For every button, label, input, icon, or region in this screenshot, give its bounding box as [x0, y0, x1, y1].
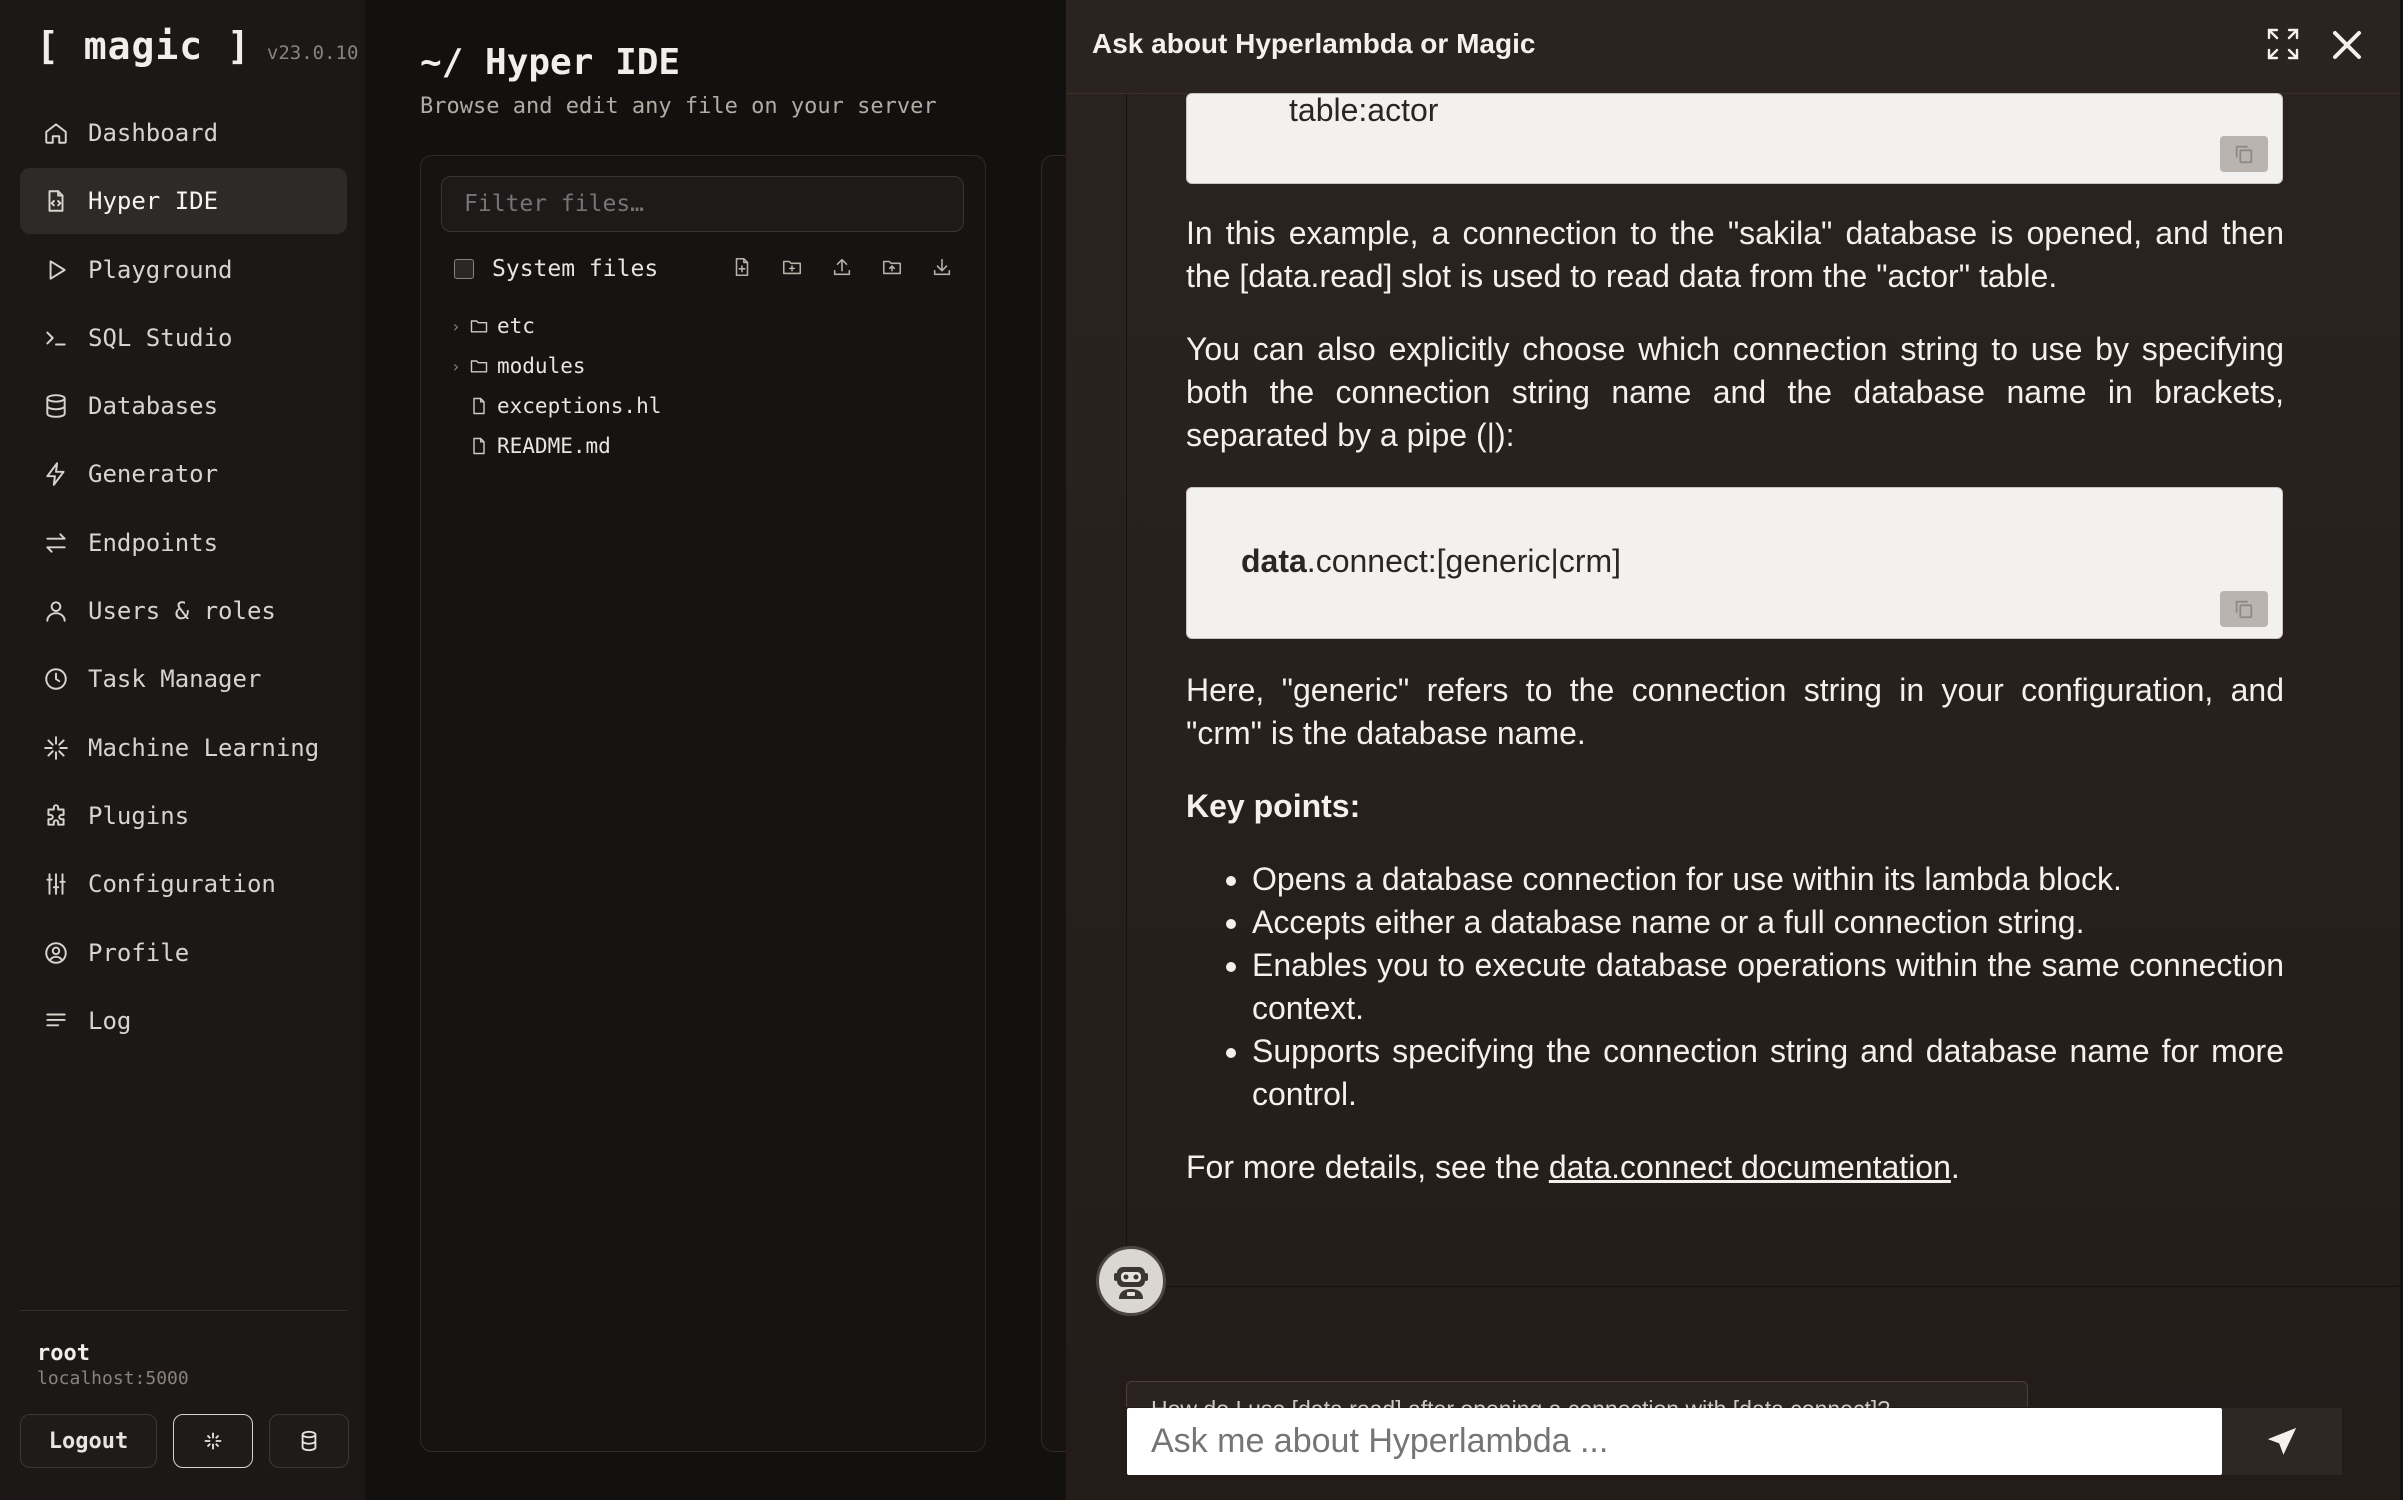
sidebar-item-label: Endpoints [88, 528, 219, 557]
filter-files-input[interactable] [441, 176, 964, 232]
expand-button[interactable] [2265, 26, 2301, 62]
close-icon [2328, 26, 2366, 64]
new-folder-icon [781, 256, 803, 278]
list-item: • Supports specifying the connection string and database name for more control. [1252, 1030, 2284, 1116]
new-folder-button[interactable] [781, 256, 803, 282]
new-file-icon [731, 256, 753, 278]
tree-item-label: README.md [497, 434, 611, 458]
sliders-icon [42, 870, 70, 898]
sidebar-item-task-manager[interactable] [20, 646, 347, 712]
suggestion-chip[interactable] [1126, 1381, 2028, 1407]
robot-icon [1105, 1255, 1157, 1307]
system-files-checkbox[interactable] [454, 259, 474, 279]
new-file-button[interactable] [731, 256, 753, 282]
folder-upload-icon [881, 256, 903, 278]
lines-icon [42, 1007, 70, 1035]
sidebar-item-label: Users & roles [88, 597, 276, 626]
clock-icon [42, 665, 70, 693]
sidebar-item-users-roles[interactable] [20, 578, 347, 644]
tree-item-label: exceptions.hl [497, 394, 662, 418]
sidebar-item-label: Databases [88, 392, 219, 421]
ask-input[interactable] [1127, 1408, 2222, 1475]
code-block [1186, 487, 2283, 639]
sidebar-item-label: Playground [88, 255, 233, 284]
home-icon [42, 119, 70, 147]
sidebar-item-configuration[interactable] [20, 851, 347, 917]
sidebar-item-hyper-ide[interactable] [20, 168, 347, 234]
brand-logo[interactable]: [ magic ] [36, 24, 251, 68]
file-icon [469, 396, 497, 416]
sidebar-item-generator[interactable] [20, 441, 347, 507]
sidebar-item-label: Generator [88, 460, 219, 489]
paragraph: You can also explicitly choose which connection string to use by specifying both the connection string name and the database name in brackets, separated by a pipe (|): [1186, 331, 2284, 453]
sidebar-actions [20, 1414, 349, 1468]
tree-folder-etc[interactable] [451, 306, 661, 346]
bolt-icon [42, 460, 70, 488]
upload-icon [831, 256, 853, 278]
play-icon [42, 256, 70, 284]
sidebar-item-plugins[interactable] [20, 783, 347, 849]
copy-button[interactable] [2220, 136, 2268, 172]
tree-item-label: etc [497, 314, 535, 338]
database-icon [298, 1430, 320, 1452]
sidebar-item-label: Machine Learning [88, 733, 320, 762]
bot-avatar [1096, 1246, 1166, 1316]
folder-icon [469, 316, 497, 336]
file-explorer [420, 155, 986, 1452]
upload-button[interactable] [831, 256, 853, 282]
tree-file-exceptions[interactable] [451, 386, 661, 426]
main-content [365, 0, 1065, 1500]
key-points-heading: Key points: [1186, 788, 1361, 824]
documentation-link[interactable]: data.connect documentation [1548, 1149, 1951, 1185]
sidebar-item-label: Profile [88, 938, 190, 967]
key-points-list [1186, 858, 2284, 1116]
theme-button[interactable] [173, 1414, 253, 1468]
system-files-toggle[interactable] [454, 256, 658, 282]
list-item: • Accepts either a database name or a full connection string. [1252, 901, 2284, 944]
database-button[interactable] [269, 1414, 349, 1468]
folder-icon [469, 356, 497, 376]
sidebar-item-playground[interactable] [20, 237, 347, 303]
copy-button[interactable] [2220, 591, 2268, 627]
more-prefix: For more details, see the [1186, 1149, 1549, 1185]
sidebar-item-label: Task Manager [88, 665, 262, 694]
page-title: ~/ Hyper IDE [420, 42, 681, 83]
terminal-icon [42, 324, 70, 352]
copy-icon [2233, 598, 2255, 620]
list-item: • Enables you to execute database operations within the same connection context. [1252, 944, 2284, 1030]
file-icon [469, 436, 497, 456]
copy-icon [2233, 143, 2255, 165]
sidebar-item-dashboard[interactable] [20, 100, 347, 166]
upload-folder-button[interactable] [881, 256, 903, 282]
user-name: root [37, 1341, 90, 1366]
sidebar-item-log[interactable] [20, 988, 347, 1054]
chevron-right-icon[interactable]: › [451, 316, 461, 336]
code-keyword: data [1241, 543, 1307, 579]
sidebar-item-label: Log [88, 1006, 132, 1035]
more-details [1186, 1146, 2284, 1189]
expand-icon [2265, 26, 2301, 62]
version-label: v23.0.10 [266, 42, 359, 64]
conversation [1126, 94, 2403, 1287]
tree-folder-modules[interactable] [451, 346, 661, 386]
sidebar-item-label: Plugins [88, 801, 190, 830]
sidebar-item-sql-studio[interactable] [20, 305, 347, 371]
tree-file-readme[interactable] [451, 426, 661, 466]
send-button[interactable] [2222, 1408, 2342, 1475]
sidebar-item-label: Dashboard [88, 119, 219, 147]
brand [36, 24, 358, 68]
list-item: • Opens a database connection for use within its lambda block. [1252, 858, 2284, 901]
download-icon [931, 256, 953, 278]
sidebar-item-label: SQL Studio [88, 323, 233, 352]
close-button[interactable] [2328, 26, 2366, 64]
send-icon [2265, 1425, 2299, 1459]
sparkle-icon [42, 734, 70, 762]
file-toolbar [731, 256, 953, 282]
file-tree [451, 306, 661, 466]
file-code-icon [42, 187, 70, 215]
sidebar-nav [20, 100, 347, 1056]
database-icon [42, 392, 70, 420]
paragraph: In this example, a connection to the "sakila" database is opened, and then the [data.read] slot is used to read data from the "actor" table. [1186, 215, 2284, 294]
code-text: table:actor [1289, 92, 1439, 128]
sidebar-divider [20, 1310, 347, 1311]
sidebar-item-label: Configuration [88, 870, 276, 899]
paragraph: Here, "generic" refers to the connection string in your configuration, and "crm" is the database name. [1186, 672, 2284, 751]
logout-button[interactable]: Logout [20, 1414, 157, 1468]
page-subtitle: Browse and edit any file on your server [420, 94, 937, 119]
chat-panel [1066, 0, 2400, 1500]
sidebar-item-profile[interactable] [20, 920, 347, 986]
sparkle-icon [202, 1430, 224, 1452]
sidebar-item-machine-learning[interactable] [20, 715, 347, 781]
download-button[interactable] [931, 256, 953, 282]
sidebar-item-endpoints[interactable] [20, 510, 347, 576]
chat-header [1066, 0, 2400, 94]
sidebar-item-databases[interactable] [20, 373, 347, 439]
sidebar-item-label: Hyper IDE [88, 187, 219, 216]
chat-title: Ask about Hyperlambda or Magic [1092, 28, 1536, 59]
code-text [1241, 540, 1621, 583]
more-suffix: . [1950, 1149, 1960, 1185]
chevron-right-icon[interactable]: › [451, 356, 461, 376]
arrows-icon [42, 529, 70, 557]
user-icon [42, 597, 70, 625]
user-host: localhost:5000 [37, 1368, 189, 1389]
profile-icon [42, 939, 70, 967]
code-rest: .connect:[generic|crm] [1306, 543, 1622, 579]
system-files-label: System files [492, 256, 659, 282]
assistant-message [1186, 94, 2284, 1189]
code-block [1186, 93, 2283, 184]
sidebar [0, 0, 365, 1500]
puzzle-icon [42, 802, 70, 830]
tree-item-label: modules [497, 354, 586, 378]
